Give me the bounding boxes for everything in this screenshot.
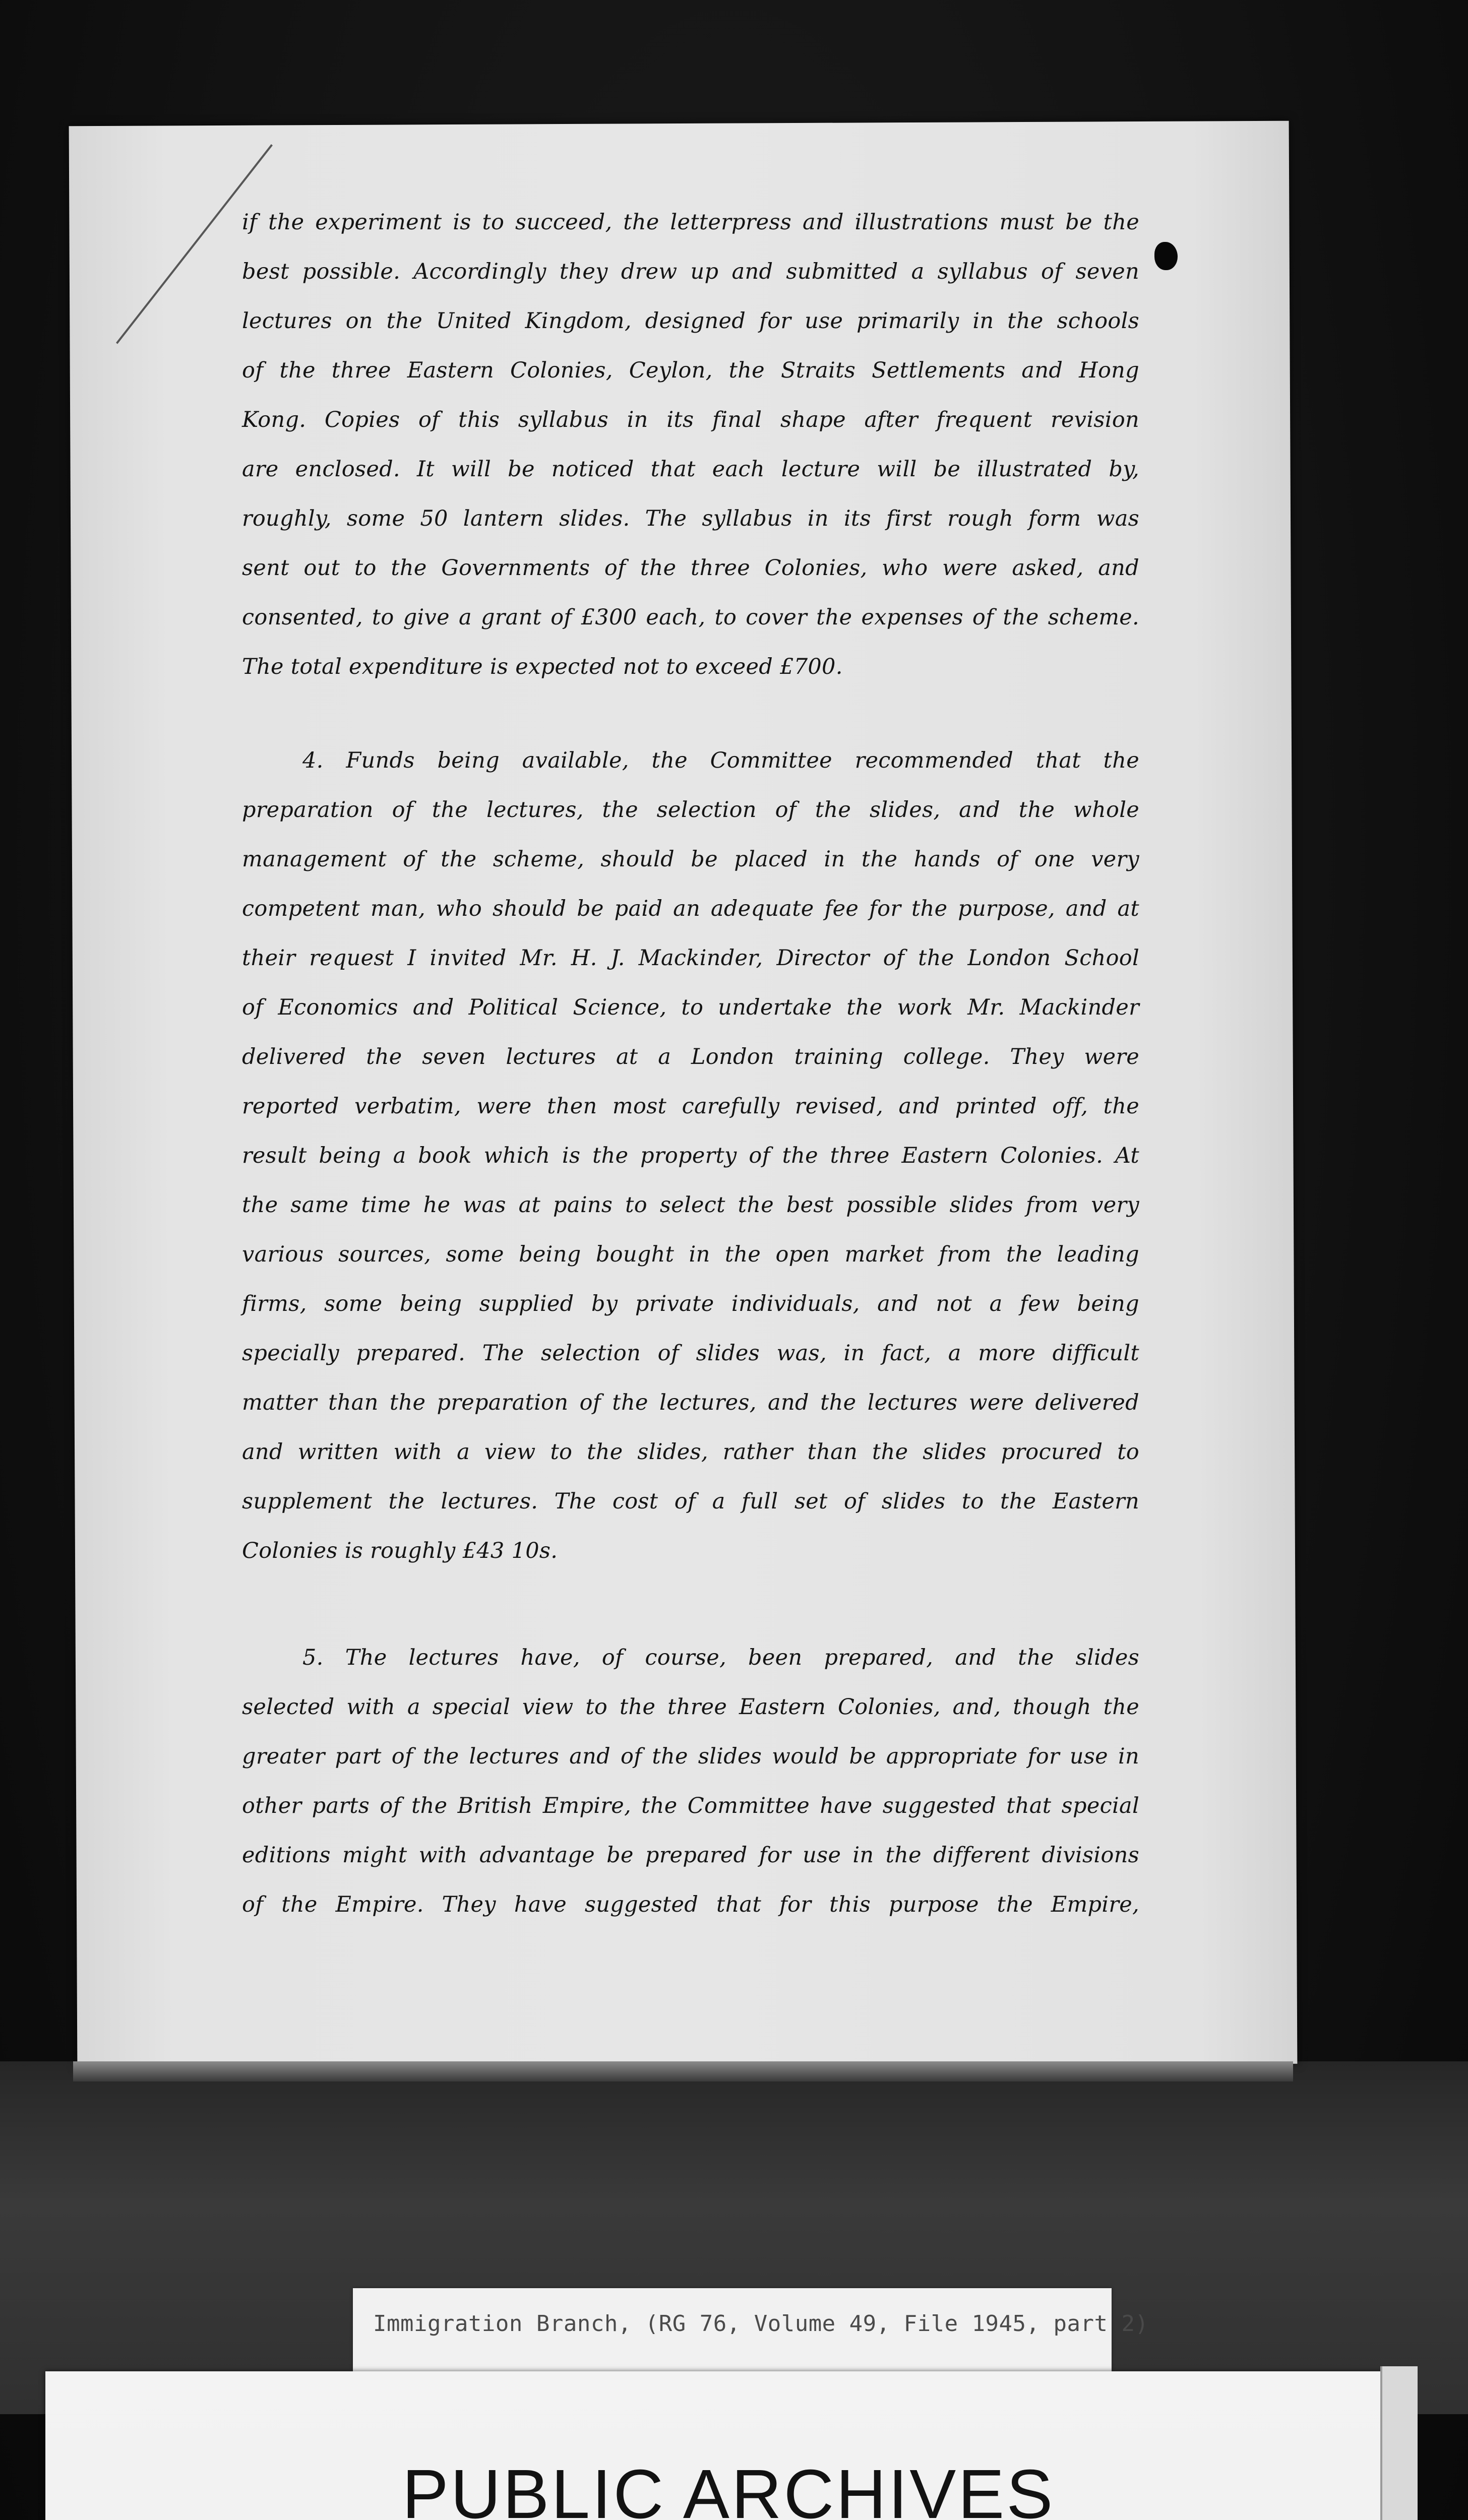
text-line: lectures on the United Kingdom, designed for use primarily in the schools: [242, 308, 1139, 334]
text-line: matter than the preparation of the lectures, and the lectures were delivered: [242, 1390, 1139, 1415]
text-line: 5. The lectures have, of course, been prepared, and the slides: [302, 1645, 1139, 1670]
text-line: of Economics and Political Science, to undertake the work Mr. Mackinder: [242, 995, 1139, 1020]
text-line: sent out to the Governments of the three Colonies, who were asked, and: [242, 555, 1139, 581]
text-line: best possible. Accordingly they drew up and submitted a syllabus of seven: [242, 259, 1139, 284]
text-line: preparation of the lectures, the selection of the slides, and the whole: [242, 797, 1139, 823]
page-bottom-edge: [73, 2061, 1293, 2082]
text-line: greater part of the lectures and of the slides would be appropriate for use in: [242, 1744, 1139, 1769]
text-line: consented, to give a grant of £300 each, to cover the expenses of the scheme.: [242, 605, 1139, 630]
text-line: of the three Eastern Colonies, Ceylon, the Straits Settlements and Hong: [242, 358, 1139, 383]
text-line: various sources, some being bought in the open market from the leading: [242, 1242, 1139, 1267]
text-line: firms, some being supplied by private individuals, and not a few being: [242, 1291, 1139, 1316]
text-line: other parts of the British Empire, the Committee have suggested that special: [242, 1793, 1139, 1818]
text-line: 4. Funds being available, the Committee recommended that the: [302, 748, 1139, 773]
text-line: are enclosed. It will be noticed that each lecture will be illustrated by,: [242, 457, 1139, 482]
text-line: result being a book which is the property of the three Eastern Colonies. At: [242, 1143, 1139, 1168]
archive-reference-text: Immigration Branch, (RG 76, Volume 49, File 1945, part 2): [373, 2311, 1149, 2337]
text-line: if the experiment is to succeed, the letterpress and illustrations must be the: [242, 210, 1139, 235]
text-line: editions might with advantage be prepared for use in the different divisions: [242, 1843, 1139, 1868]
paragraph-4: [242, 736, 1139, 1576]
text-line: and written with a view to the slides, rather than the slides procured to: [242, 1439, 1139, 1465]
text-line: roughly, some 50 lantern slides. The syllabus in its first rough form was: [242, 506, 1139, 531]
text-line: the same time he was at pains to select the best possible slides from very: [242, 1192, 1139, 1218]
text-line: management of the scheme, should be placed in the hands of one very: [242, 847, 1139, 872]
text-line: delivered the seven lectures at a London training college. They were: [242, 1044, 1139, 1069]
archives-stamp-card: [45, 2371, 1412, 2520]
archive-reference-tag: [353, 2288, 1149, 2371]
text-line: competent man, who should be paid an adequate fee for the purpose, and at: [242, 896, 1139, 921]
text-line: their request I invited Mr. H. J. Mackinder, Director of the London School: [242, 946, 1139, 971]
text-line: supplement the lectures. The cost of a full set of slides to the Eastern: [242, 1489, 1139, 1514]
ink-blot: [1154, 242, 1178, 270]
text-line: Colonies is roughly £43 10s.: [242, 1538, 558, 1563]
text-line: reported verbatim, were then most carefully revised, and printed off, the: [242, 1094, 1139, 1119]
archive-title-english: PUBLIC ARCHIVES: [402, 2455, 1055, 2520]
text-line: Kong. Copies of this syllabus in its final shape after frequent revision: [242, 407, 1139, 432]
text-line: selected with a special view to the three Eastern Colonies, and, though the: [242, 1694, 1139, 1720]
paragraph-5: [242, 1633, 1139, 1929]
text-line: of the Empire. They have suggested that for this purpose the Empire,: [242, 1892, 1139, 1917]
text-line: specially prepared. The selection of slides was, in fact, a more difficult: [242, 1341, 1139, 1366]
paragraph-3-continued: [242, 198, 1139, 691]
text-line: The total expenditure is expected not to exceed £700.: [242, 654, 843, 679]
